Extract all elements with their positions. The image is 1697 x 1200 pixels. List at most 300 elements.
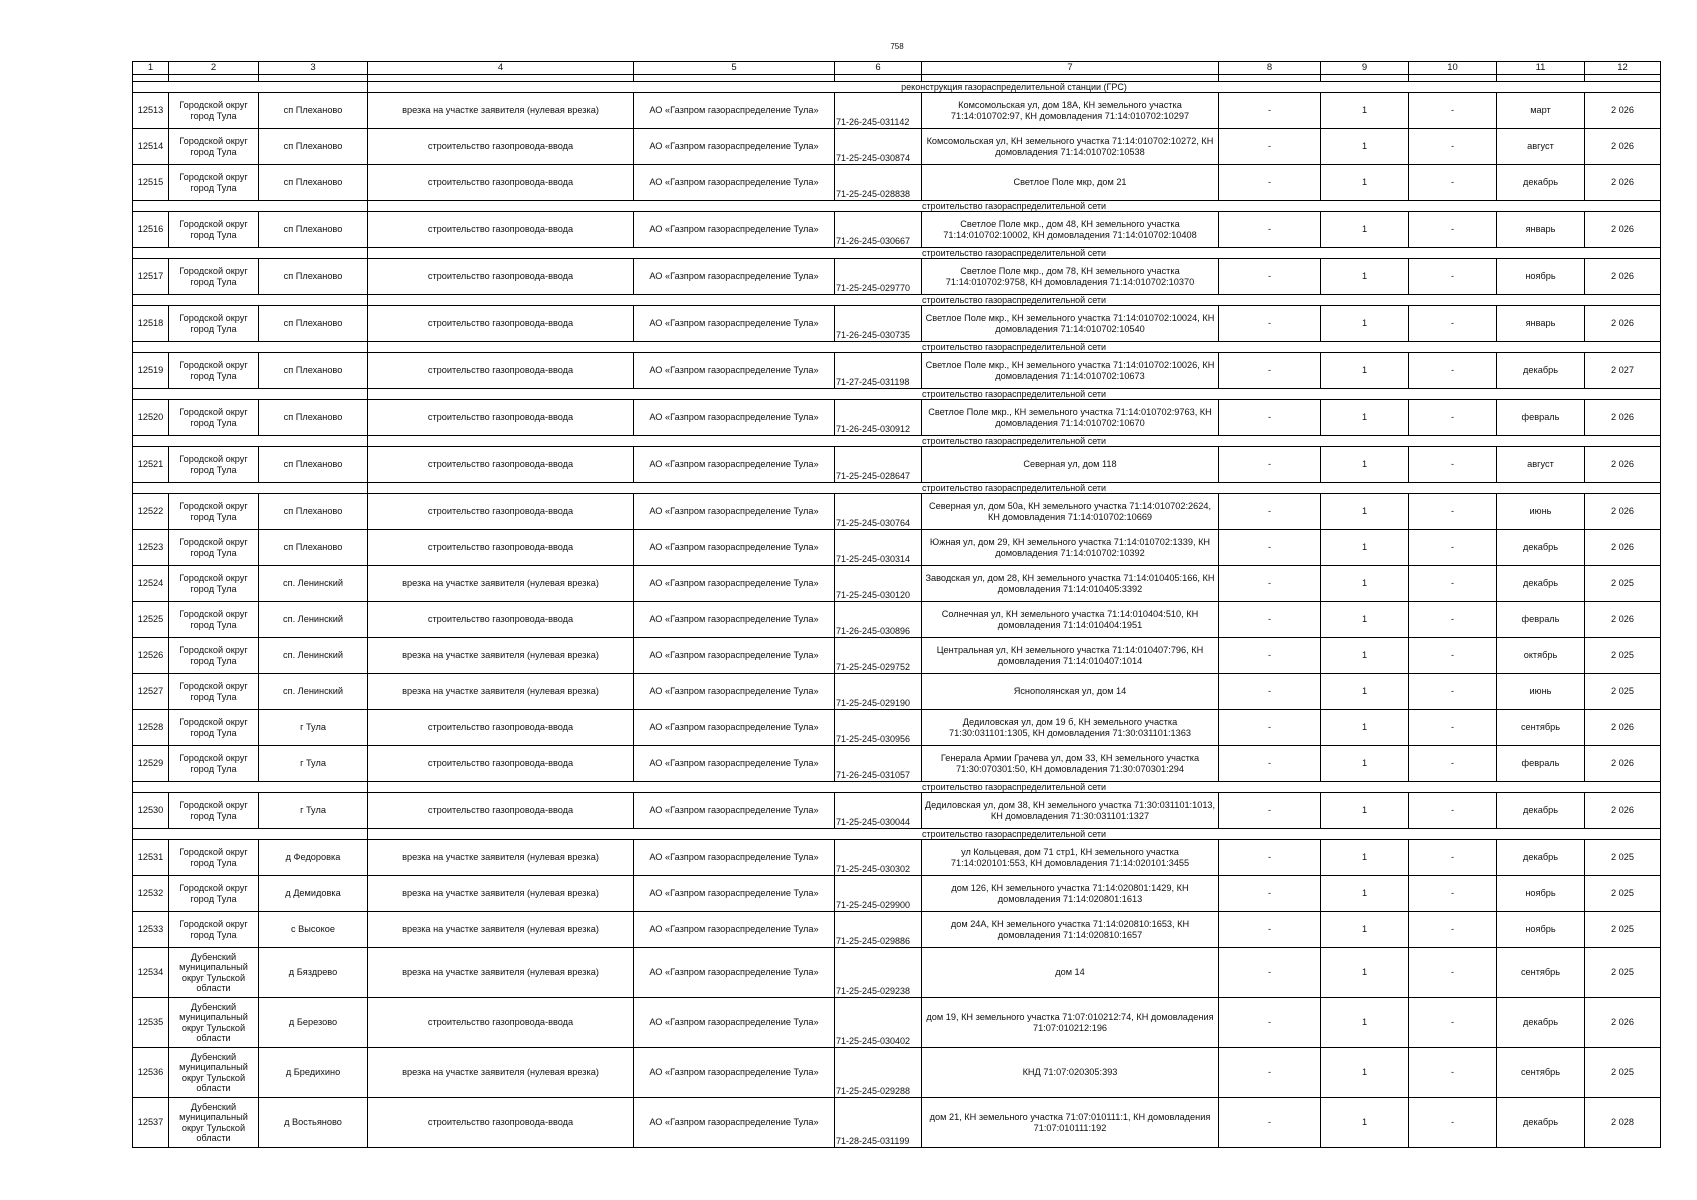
record-number: 12522 xyxy=(133,494,169,530)
col10-cell: - xyxy=(1409,566,1497,602)
col10-cell: - xyxy=(1409,710,1497,746)
locality-cell: сп Плеханово xyxy=(259,259,368,295)
quantity-cell: 1 xyxy=(1321,129,1409,165)
col10-cell: - xyxy=(1409,212,1497,248)
col8-cell: - xyxy=(1219,400,1321,436)
work-type-cell: строительство газопровода-ввода xyxy=(368,400,634,436)
request-code-cell: 71-25-245-029190 xyxy=(835,674,922,710)
column-header: 11 xyxy=(1497,62,1585,75)
locality-cell: сп Плеханово xyxy=(259,306,368,342)
address-cell: Дедиловская ул, дом 19 б, КН земельного участка 71:30:031101:1305, КН домовладения 71:30:031101:1363 xyxy=(922,710,1219,746)
year-cell: 2 026 xyxy=(1585,306,1661,342)
address-cell: Северная ул, дом 118 xyxy=(922,447,1219,483)
quantity-cell: 1 xyxy=(1321,674,1409,710)
month-cell: март xyxy=(1497,93,1585,129)
district-cell: Городской округ город Тула xyxy=(169,638,259,674)
organization-cell: АО «Газпром газораспределение Тула» xyxy=(634,494,835,530)
record-number: 12535 xyxy=(133,998,169,1048)
col8-cell: - xyxy=(1219,998,1321,1048)
col10-cell: - xyxy=(1409,259,1497,295)
col10-cell: - xyxy=(1409,840,1497,876)
work-type-cell: строительство газопровода-ввода xyxy=(368,710,634,746)
col8-cell: - xyxy=(1219,566,1321,602)
quantity-cell: 1 xyxy=(1321,306,1409,342)
section-title: строительство газораспределительной сети xyxy=(368,782,1661,793)
district-cell: Городской округ город Тула xyxy=(169,674,259,710)
request-code-cell: 71-25-245-029752 xyxy=(835,638,922,674)
column-header: 2 xyxy=(169,62,259,75)
section-row xyxy=(133,483,1661,494)
month-cell: ноябрь xyxy=(1497,912,1585,948)
month-cell: ноябрь xyxy=(1497,876,1585,912)
col8-cell: - xyxy=(1219,912,1321,948)
district-cell: Городской округ город Тула xyxy=(169,530,259,566)
district-cell: Городской округ город Тула xyxy=(169,876,259,912)
month-cell: декабрь xyxy=(1497,840,1585,876)
quantity-cell: 1 xyxy=(1321,912,1409,948)
col10-cell: - xyxy=(1409,306,1497,342)
table-row xyxy=(133,1048,1661,1098)
section-spacer xyxy=(133,829,368,840)
record-number: 12516 xyxy=(133,212,169,248)
month-cell: февраль xyxy=(1497,602,1585,638)
record-number: 12515 xyxy=(133,165,169,201)
section-title: строительство газораспределительной сети xyxy=(368,295,1661,306)
district-cell: Дубенский муниципальный округ Тульской области xyxy=(169,998,259,1048)
year-cell: 2 025 xyxy=(1585,948,1661,998)
record-number: 12529 xyxy=(133,746,169,782)
locality-cell: сп Плеханово xyxy=(259,447,368,483)
section-row xyxy=(133,782,1661,793)
organization-cell: АО «Газпром газораспределение Тула» xyxy=(634,998,835,1048)
locality-cell: д Востьяново xyxy=(259,1098,368,1148)
address-cell: дом 24А, КН земельного участка 71:14:020810:1653, КН домовладения 71:14:020810:1657 xyxy=(922,912,1219,948)
locality-cell: д Федоровка xyxy=(259,840,368,876)
address-cell: Светлое Поле мкр., КН земельного участка 71:14:010702:9763, КН домовладения 71:14:010702:10670 xyxy=(922,400,1219,436)
gasification-table xyxy=(132,61,1661,1148)
spacer-row xyxy=(133,75,1661,82)
request-code-cell: 71-25-245-029288 xyxy=(835,1048,922,1098)
table-row xyxy=(133,638,1661,674)
col8-cell: - xyxy=(1219,165,1321,201)
work-type-cell: строительство газопровода-ввода xyxy=(368,447,634,483)
record-number: 12517 xyxy=(133,259,169,295)
col10-cell: - xyxy=(1409,1048,1497,1098)
section-title: строительство газораспределительной сети xyxy=(368,436,1661,447)
column-header: 3 xyxy=(259,62,368,75)
column-header: 4 xyxy=(368,62,634,75)
organization-cell: АО «Газпром газораспределение Тула» xyxy=(634,400,835,436)
record-number: 12530 xyxy=(133,793,169,829)
work-type-cell: строительство газопровода-ввода xyxy=(368,494,634,530)
col8-cell: - xyxy=(1219,876,1321,912)
record-number: 12523 xyxy=(133,530,169,566)
table-row xyxy=(133,998,1661,1048)
work-type-cell: врезка на участке заявителя (нулевая врезка) xyxy=(368,1048,634,1098)
organization-cell: АО «Газпром газораспределение Тула» xyxy=(634,93,835,129)
section-row xyxy=(133,248,1661,259)
request-code-cell: 71-26-245-030667 xyxy=(835,212,922,248)
locality-cell: сп. Ленинский xyxy=(259,674,368,710)
request-code-cell: 71-25-245-030402 xyxy=(835,998,922,1048)
col10-cell: - xyxy=(1409,998,1497,1048)
section-spacer xyxy=(133,201,368,212)
quantity-cell: 1 xyxy=(1321,840,1409,876)
table-row xyxy=(133,212,1661,248)
year-cell: 2 027 xyxy=(1585,353,1661,389)
address-cell: дом 14 xyxy=(922,948,1219,998)
locality-cell: сп Плеханово xyxy=(259,129,368,165)
table-row xyxy=(133,876,1661,912)
organization-cell: АО «Газпром газораспределение Тула» xyxy=(634,530,835,566)
table-row xyxy=(133,353,1661,389)
col8-cell: - xyxy=(1219,1048,1321,1098)
col8-cell: - xyxy=(1219,129,1321,165)
col8-cell: - xyxy=(1219,840,1321,876)
table-row xyxy=(133,1098,1661,1148)
district-cell: Городской округ город Тула xyxy=(169,840,259,876)
month-cell: январь xyxy=(1497,306,1585,342)
record-number: 12520 xyxy=(133,400,169,436)
year-cell: 2 026 xyxy=(1585,259,1661,295)
work-type-cell: строительство газопровода-ввода xyxy=(368,165,634,201)
year-cell: 2 026 xyxy=(1585,129,1661,165)
col8-cell: - xyxy=(1219,674,1321,710)
year-cell: 2 026 xyxy=(1585,530,1661,566)
col10-cell: - xyxy=(1409,400,1497,436)
col8-cell: - xyxy=(1219,638,1321,674)
year-cell: 2 025 xyxy=(1585,876,1661,912)
record-number: 12527 xyxy=(133,674,169,710)
table-row xyxy=(133,306,1661,342)
month-cell: декабрь xyxy=(1497,793,1585,829)
year-cell: 2 026 xyxy=(1585,93,1661,129)
section-title: строительство газораспределительной сети xyxy=(368,389,1661,400)
quantity-cell: 1 xyxy=(1321,494,1409,530)
month-cell: декабрь xyxy=(1497,353,1585,389)
section-row xyxy=(133,829,1661,840)
quantity-cell: 1 xyxy=(1321,212,1409,248)
column-header: 1 xyxy=(133,62,169,75)
quantity-cell: 1 xyxy=(1321,530,1409,566)
month-cell: февраль xyxy=(1497,746,1585,782)
section-row xyxy=(133,389,1661,400)
address-cell: Светлое Поле мкр, дом 21 xyxy=(922,165,1219,201)
year-cell: 2 025 xyxy=(1585,638,1661,674)
request-code-cell: 71-26-245-031057 xyxy=(835,746,922,782)
locality-cell: д Бредихино xyxy=(259,1048,368,1098)
column-header: 7 xyxy=(922,62,1219,75)
record-number: 12537 xyxy=(133,1098,169,1148)
work-type-cell: строительство газопровода-ввода xyxy=(368,212,634,248)
request-code-cell: 71-25-245-030956 xyxy=(835,710,922,746)
request-code-cell: 71-26-245-030735 xyxy=(835,306,922,342)
month-cell: январь xyxy=(1497,212,1585,248)
organization-cell: АО «Газпром газораспределение Тула» xyxy=(634,447,835,483)
organization-cell: АО «Газпром газораспределение Тула» xyxy=(634,710,835,746)
organization-cell: АО «Газпром газораспределение Тула» xyxy=(634,306,835,342)
month-cell: сентябрь xyxy=(1497,1048,1585,1098)
record-number: 12534 xyxy=(133,948,169,998)
col10-cell: - xyxy=(1409,447,1497,483)
section-spacer xyxy=(133,295,368,306)
section-title: реконструкция газораспределительной станции (ГРС) xyxy=(368,82,1661,93)
request-code-cell: 71-25-245-028647 xyxy=(835,447,922,483)
locality-cell: сп Плеханово xyxy=(259,212,368,248)
request-code-cell: 71-25-245-030764 xyxy=(835,494,922,530)
column-header: 9 xyxy=(1321,62,1409,75)
column-header: 10 xyxy=(1409,62,1497,75)
organization-cell: АО «Газпром газораспределение Тула» xyxy=(634,912,835,948)
year-cell: 2 026 xyxy=(1585,447,1661,483)
col8-cell: - xyxy=(1219,306,1321,342)
request-code-cell: 71-25-245-029900 xyxy=(835,876,922,912)
table-row xyxy=(133,530,1661,566)
col8-cell: - xyxy=(1219,259,1321,295)
month-cell: август xyxy=(1497,447,1585,483)
record-number: 12536 xyxy=(133,1048,169,1098)
work-type-cell: строительство газопровода-ввода xyxy=(368,602,634,638)
work-type-cell: врезка на участке заявителя (нулевая врезка) xyxy=(368,948,634,998)
district-cell: Городской округ город Тула xyxy=(169,912,259,948)
record-number: 12521 xyxy=(133,447,169,483)
district-cell: Городской округ город Тула xyxy=(169,566,259,602)
record-number: 12514 xyxy=(133,129,169,165)
work-type-cell: врезка на участке заявителя (нулевая врезка) xyxy=(368,840,634,876)
table-row xyxy=(133,566,1661,602)
table-row xyxy=(133,912,1661,948)
quantity-cell: 1 xyxy=(1321,400,1409,436)
locality-cell: д Демидовка xyxy=(259,876,368,912)
col8-cell: - xyxy=(1219,93,1321,129)
district-cell: Городской округ город Тула xyxy=(169,793,259,829)
section-title: строительство газораспределительной сети xyxy=(368,201,1661,212)
col8-cell: - xyxy=(1219,710,1321,746)
col10-cell: - xyxy=(1409,93,1497,129)
locality-cell: сп Плеханово xyxy=(259,353,368,389)
month-cell: июнь xyxy=(1497,674,1585,710)
work-type-cell: строительство газопровода-ввода xyxy=(368,306,634,342)
district-cell: Городской округ город Тула xyxy=(169,93,259,129)
work-type-cell: строительство газопровода-ввода xyxy=(368,530,634,566)
section-title: строительство газораспределительной сети xyxy=(368,248,1661,259)
year-cell: 2 026 xyxy=(1585,494,1661,530)
record-number: 12519 xyxy=(133,353,169,389)
record-number: 12533 xyxy=(133,912,169,948)
district-cell: Городской округ город Тула xyxy=(169,494,259,530)
col8-cell: - xyxy=(1219,948,1321,998)
request-code-cell: 71-28-245-031199 xyxy=(835,1098,922,1148)
col10-cell: - xyxy=(1409,129,1497,165)
section-spacer xyxy=(133,389,368,400)
locality-cell: д Бяздрево xyxy=(259,948,368,998)
work-type-cell: строительство газопровода-ввода xyxy=(368,259,634,295)
address-cell: Северная ул, дом 50а, КН земельного участка 71:14:010702:2624, КН домовладения 71:14:010702:10669 xyxy=(922,494,1219,530)
table-row xyxy=(133,840,1661,876)
col10-cell: - xyxy=(1409,746,1497,782)
organization-cell: АО «Газпром газораспределение Тула» xyxy=(634,129,835,165)
table-row xyxy=(133,746,1661,782)
work-type-cell: строительство газопровода-ввода xyxy=(368,129,634,165)
address-cell: ул Кольцевая, дом 71 стр1, КН земельного участка 71:14:020101:553, КН домовладения 71:14:020101:3455 xyxy=(922,840,1219,876)
year-cell: 2 026 xyxy=(1585,998,1661,1048)
organization-cell: АО «Газпром газораспределение Тула» xyxy=(634,259,835,295)
request-code-cell: 71-25-245-030314 xyxy=(835,530,922,566)
year-cell: 2 026 xyxy=(1585,400,1661,436)
address-cell: Яснополянская ул, дом 14 xyxy=(922,674,1219,710)
request-code-cell: 71-25-245-030302 xyxy=(835,840,922,876)
request-code-cell: 71-25-245-029238 xyxy=(835,948,922,998)
organization-cell: АО «Газпром газораспределение Тула» xyxy=(634,566,835,602)
quantity-cell: 1 xyxy=(1321,793,1409,829)
month-cell: сентябрь xyxy=(1497,710,1585,746)
month-cell: декабрь xyxy=(1497,530,1585,566)
organization-cell: АО «Газпром газораспределение Тула» xyxy=(634,165,835,201)
record-number: 12528 xyxy=(133,710,169,746)
work-type-cell: строительство газопровода-ввода xyxy=(368,746,634,782)
year-cell: 2 025 xyxy=(1585,566,1661,602)
table-row xyxy=(133,494,1661,530)
quantity-cell: 1 xyxy=(1321,93,1409,129)
district-cell: Городской округ город Тула xyxy=(169,447,259,483)
locality-cell: сп Плеханово xyxy=(259,165,368,201)
locality-cell: сп. Ленинский xyxy=(259,566,368,602)
year-cell: 2 025 xyxy=(1585,912,1661,948)
work-type-cell: врезка на участке заявителя (нулевая врезка) xyxy=(368,876,634,912)
month-cell: август xyxy=(1497,129,1585,165)
year-cell: 2 025 xyxy=(1585,1048,1661,1098)
work-type-cell: врезка на участке заявителя (нулевая врезка) xyxy=(368,566,634,602)
col8-cell: - xyxy=(1219,1098,1321,1148)
quantity-cell: 1 xyxy=(1321,876,1409,912)
quantity-cell: 1 xyxy=(1321,566,1409,602)
year-cell: 2 026 xyxy=(1585,165,1661,201)
col10-cell: - xyxy=(1409,674,1497,710)
district-cell: Городской округ город Тула xyxy=(169,710,259,746)
record-number: 12525 xyxy=(133,602,169,638)
request-code-cell: 71-26-245-030912 xyxy=(835,400,922,436)
organization-cell: АО «Газпром газораспределение Тула» xyxy=(634,876,835,912)
district-cell: Дубенский муниципальный округ Тульской области xyxy=(169,1098,259,1148)
work-type-cell: строительство газопровода-ввода xyxy=(368,1098,634,1148)
month-cell: декабрь xyxy=(1497,998,1585,1048)
record-number: 12531 xyxy=(133,840,169,876)
year-cell: 2 026 xyxy=(1585,212,1661,248)
table-row xyxy=(133,710,1661,746)
col10-cell: - xyxy=(1409,948,1497,998)
section-row xyxy=(133,342,1661,353)
organization-cell: АО «Газпром газораспределение Тула» xyxy=(634,793,835,829)
col10-cell: - xyxy=(1409,1098,1497,1148)
address-cell: дом 21, КН земельного участка 71:07:010111:1, КН домовладения 71:07:010111:192 xyxy=(922,1098,1219,1148)
quantity-cell: 1 xyxy=(1321,165,1409,201)
quantity-cell: 1 xyxy=(1321,638,1409,674)
address-cell: Южная ул, дом 29, КН земельного участка 71:14:010702:1339, КН домовладения 71:14:010702:10392 xyxy=(922,530,1219,566)
organization-cell: АО «Газпром газораспределение Тула» xyxy=(634,674,835,710)
col10-cell: - xyxy=(1409,530,1497,566)
table-row xyxy=(133,674,1661,710)
section-spacer xyxy=(133,483,368,494)
work-type-cell: строительство газопровода-ввода xyxy=(368,353,634,389)
organization-cell: АО «Газпром газораспределение Тула» xyxy=(634,948,835,998)
table-row xyxy=(133,400,1661,436)
quantity-cell: 1 xyxy=(1321,259,1409,295)
address-cell: Комсомольская ул, дом 18А, КН земельного участка 71:14:010702:97, КН домовладения 71:14:010702:10297 xyxy=(922,93,1219,129)
locality-cell: сп. Ленинский xyxy=(259,638,368,674)
year-cell: 2 026 xyxy=(1585,793,1661,829)
section-spacer xyxy=(133,436,368,447)
quantity-cell: 1 xyxy=(1321,447,1409,483)
address-cell: Заводская ул, дом 28, КН земельного участка 71:14:010405:166, КН домовладения 71:14:010405:3392 xyxy=(922,566,1219,602)
organization-cell: АО «Газпром газораспределение Тула» xyxy=(634,353,835,389)
month-cell: ноябрь xyxy=(1497,259,1585,295)
district-cell: Городской округ город Тула xyxy=(169,259,259,295)
address-cell: Центральная ул, КН земельного участка 71:14:010407:796, КН домовладения 71:14:010407:1014 xyxy=(922,638,1219,674)
table-row xyxy=(133,259,1661,295)
request-code-cell: 71-26-245-030896 xyxy=(835,602,922,638)
table-row xyxy=(133,948,1661,998)
locality-cell: г Тула xyxy=(259,710,368,746)
section-row xyxy=(133,436,1661,447)
table-row xyxy=(133,93,1661,129)
table-row xyxy=(133,602,1661,638)
quantity-cell: 1 xyxy=(1321,948,1409,998)
district-cell: Дубенский муниципальный округ Тульской области xyxy=(169,948,259,998)
address-cell: КНД 71:07:020305:393 xyxy=(922,1048,1219,1098)
col10-cell: - xyxy=(1409,353,1497,389)
work-type-cell: врезка на участке заявителя (нулевая врезка) xyxy=(368,912,634,948)
work-type-cell: врезка на участке заявителя (нулевая врезка) xyxy=(368,638,634,674)
district-cell: Городской округ город Тула xyxy=(169,129,259,165)
address-cell: Генерала Армии Грачева ул, дом 33, КН земельного участка 71:30:070301:50, КН домовладения 71:30:070301:294 xyxy=(922,746,1219,782)
request-code-cell: 71-25-245-030044 xyxy=(835,793,922,829)
quantity-cell: 1 xyxy=(1321,998,1409,1048)
request-code-cell: 71-27-245-031198 xyxy=(835,353,922,389)
column-number-header xyxy=(133,62,1661,75)
month-cell: июнь xyxy=(1497,494,1585,530)
col10-cell: - xyxy=(1409,602,1497,638)
column-header: 12 xyxy=(1585,62,1661,75)
quantity-cell: 1 xyxy=(1321,602,1409,638)
address-cell: Солнечная ул, КН земельного участка 71:14:010404:510, КН домовладения 71:14:010404:1951 xyxy=(922,602,1219,638)
table-row xyxy=(133,447,1661,483)
table-row xyxy=(133,165,1661,201)
quantity-cell: 1 xyxy=(1321,1048,1409,1098)
col10-cell: - xyxy=(1409,876,1497,912)
request-code-cell: 71-25-245-030874 xyxy=(835,129,922,165)
section-spacer xyxy=(133,782,368,793)
month-cell: февраль xyxy=(1497,400,1585,436)
district-cell: Городской округ город Тула xyxy=(169,306,259,342)
year-cell: 2 028 xyxy=(1585,1098,1661,1148)
col10-cell: - xyxy=(1409,165,1497,201)
section-spacer xyxy=(133,248,368,259)
work-type-cell: врезка на участке заявителя (нулевая врезка) xyxy=(368,674,634,710)
locality-cell: сп Плеханово xyxy=(259,494,368,530)
address-cell: дом 19, КН земельного участка 71:07:010212:74, КН домовладения 71:07:010212:196 xyxy=(922,998,1219,1048)
request-code-cell: 71-25-245-030120 xyxy=(835,566,922,602)
column-header: 6 xyxy=(835,62,922,75)
section-title: строительство газораспределительной сети xyxy=(368,829,1661,840)
address-cell: Светлое Поле мкр., дом 48, КН земельного участка 71:14:010702:10002, КН домовладения 71:14:010702:10408 xyxy=(922,212,1219,248)
col8-cell: - xyxy=(1219,353,1321,389)
district-cell: Городской округ город Тула xyxy=(169,746,259,782)
address-cell: Комсомольская ул, КН земельного участка 71:14:010702:10272, КН домовладения 71:14:010702:10538 xyxy=(922,129,1219,165)
locality-cell: г Тула xyxy=(259,793,368,829)
col10-cell: - xyxy=(1409,494,1497,530)
work-type-cell: строительство газопровода-ввода xyxy=(368,793,634,829)
work-type-cell: строительство газопровода-ввода xyxy=(368,998,634,1048)
